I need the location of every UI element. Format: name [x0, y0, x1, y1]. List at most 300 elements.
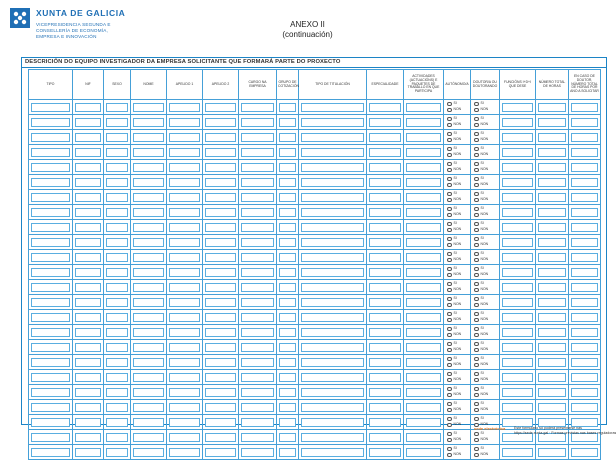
radio-circle-icon[interactable]: [447, 183, 452, 188]
radio-option-no[interactable]: [474, 168, 499, 173]
text-field[interactable]: [502, 238, 533, 247]
text-field[interactable]: [301, 283, 364, 292]
radio-circle-icon[interactable]: [447, 453, 452, 458]
text-field[interactable]: [502, 313, 533, 322]
text-field[interactable]: [106, 403, 128, 412]
radio-circle-icon[interactable]: [447, 237, 452, 242]
text-field[interactable]: [133, 343, 164, 352]
text-field[interactable]: [369, 163, 401, 172]
text-field[interactable]: [369, 223, 401, 232]
text-field[interactable]: [205, 343, 236, 352]
text-field[interactable]: [279, 103, 296, 112]
text-field[interactable]: [31, 448, 70, 457]
text-field[interactable]: [241, 448, 274, 457]
radio-option-yes[interactable]: [447, 342, 470, 347]
text-field[interactable]: [31, 133, 70, 142]
radio-circle-icon[interactable]: [447, 393, 452, 398]
text-field[interactable]: [75, 433, 101, 442]
text-field[interactable]: [538, 268, 566, 277]
text-field[interactable]: [205, 178, 236, 187]
text-field[interactable]: [133, 403, 164, 412]
text-field[interactable]: [31, 268, 70, 277]
text-field[interactable]: [301, 433, 364, 442]
radio-option-no[interactable]: [474, 273, 499, 278]
text-field[interactable]: [205, 388, 236, 397]
radio-circle-icon[interactable]: [447, 267, 452, 272]
radio-circle-icon[interactable]: [474, 168, 479, 173]
text-field[interactable]: [106, 328, 128, 337]
text-field[interactable]: [133, 118, 164, 127]
radio-circle-icon[interactable]: [474, 327, 479, 332]
text-field[interactable]: [538, 133, 566, 142]
radio-option-no[interactable]: [447, 303, 470, 308]
radio-option-yes[interactable]: [447, 102, 470, 107]
radio-option-no[interactable]: [447, 453, 470, 458]
radio-circle-icon[interactable]: [447, 402, 452, 407]
radio-circle-icon[interactable]: [447, 357, 452, 362]
radio-circle-icon[interactable]: [474, 273, 479, 278]
text-field[interactable]: [75, 148, 101, 157]
radio-circle-icon[interactable]: [474, 138, 479, 143]
text-field[interactable]: [133, 238, 164, 247]
text-field[interactable]: [538, 118, 566, 127]
text-field[interactable]: [279, 343, 296, 352]
text-field[interactable]: [31, 208, 70, 217]
text-field[interactable]: [169, 328, 200, 337]
text-field[interactable]: [369, 343, 401, 352]
radio-circle-icon[interactable]: [447, 117, 452, 122]
text-field[interactable]: [205, 298, 236, 307]
text-field[interactable]: [301, 253, 364, 262]
text-field[interactable]: [538, 403, 566, 412]
text-field[interactable]: [279, 418, 296, 427]
text-field[interactable]: [538, 448, 566, 457]
radio-option-no[interactable]: [447, 228, 470, 233]
text-field[interactable]: [406, 358, 441, 367]
text-field[interactable]: [406, 373, 441, 382]
text-field[interactable]: [31, 118, 70, 127]
text-field[interactable]: [241, 223, 274, 232]
radio-option-yes[interactable]: [474, 297, 499, 302]
text-field[interactable]: [205, 448, 236, 457]
text-field[interactable]: [205, 133, 236, 142]
text-field[interactable]: [241, 253, 274, 262]
text-field[interactable]: [169, 103, 200, 112]
radio-circle-icon[interactable]: [447, 243, 452, 248]
radio-option-yes[interactable]: [447, 432, 470, 437]
text-field[interactable]: [241, 208, 274, 217]
radio-option-yes[interactable]: [474, 192, 499, 197]
radio-circle-icon[interactable]: [474, 417, 479, 422]
radio-option-no[interactable]: [474, 183, 499, 188]
text-field[interactable]: [406, 118, 441, 127]
text-field[interactable]: [279, 208, 296, 217]
text-field[interactable]: [169, 208, 200, 217]
text-field[interactable]: [106, 118, 128, 127]
text-field[interactable]: [169, 403, 200, 412]
text-field[interactable]: [31, 238, 70, 247]
text-field[interactable]: [241, 238, 274, 247]
radio-circle-icon[interactable]: [447, 153, 452, 158]
text-field[interactable]: [241, 193, 274, 202]
text-field[interactable]: [205, 253, 236, 262]
radio-circle-icon[interactable]: [447, 177, 452, 182]
text-field[interactable]: [406, 148, 441, 157]
text-field[interactable]: [406, 223, 441, 232]
text-field[interactable]: [133, 373, 164, 382]
radio-circle-icon[interactable]: [474, 387, 479, 392]
text-field[interactable]: [279, 193, 296, 202]
text-field[interactable]: [301, 208, 364, 217]
text-field[interactable]: [241, 418, 274, 427]
text-field[interactable]: [133, 358, 164, 367]
text-field[interactable]: [205, 373, 236, 382]
radio-circle-icon[interactable]: [447, 342, 452, 347]
text-field[interactable]: [571, 268, 598, 277]
radio-circle-icon[interactable]: [447, 222, 452, 227]
text-field[interactable]: [369, 328, 401, 337]
text-field[interactable]: [205, 103, 236, 112]
text-field[interactable]: [301, 328, 364, 337]
radio-option-yes[interactable]: [447, 207, 470, 212]
text-field[interactable]: [75, 193, 101, 202]
text-field[interactable]: [31, 313, 70, 322]
radio-circle-icon[interactable]: [474, 117, 479, 122]
radio-circle-icon[interactable]: [474, 438, 479, 443]
text-field[interactable]: [369, 238, 401, 247]
text-field[interactable]: [241, 118, 274, 127]
text-field[interactable]: [133, 163, 164, 172]
text-field[interactable]: [406, 268, 441, 277]
radio-option-yes[interactable]: [474, 312, 499, 317]
radio-circle-icon[interactable]: [474, 213, 479, 218]
text-field[interactable]: [241, 403, 274, 412]
text-field[interactable]: [75, 328, 101, 337]
radio-circle-icon[interactable]: [474, 297, 479, 302]
text-field[interactable]: [279, 283, 296, 292]
radio-circle-icon[interactable]: [447, 213, 452, 218]
text-field[interactable]: [406, 103, 441, 112]
text-field[interactable]: [502, 253, 533, 262]
text-field[interactable]: [205, 403, 236, 412]
text-field[interactable]: [301, 238, 364, 247]
radio-option-yes[interactable]: [474, 237, 499, 242]
radio-option-no[interactable]: [447, 333, 470, 338]
radio-option-yes[interactable]: [447, 447, 470, 452]
radio-circle-icon[interactable]: [474, 102, 479, 107]
text-field[interactable]: [369, 448, 401, 457]
text-field[interactable]: [169, 313, 200, 322]
radio-option-no[interactable]: [447, 438, 470, 443]
text-field[interactable]: [31, 163, 70, 172]
radio-option-yes[interactable]: [474, 447, 499, 452]
text-field[interactable]: [571, 208, 598, 217]
text-field[interactable]: [406, 343, 441, 352]
text-field[interactable]: [205, 268, 236, 277]
radio-circle-icon[interactable]: [474, 153, 479, 158]
text-field[interactable]: [31, 418, 70, 427]
text-field[interactable]: [106, 253, 128, 262]
text-field[interactable]: [279, 448, 296, 457]
radio-option-yes[interactable]: [474, 417, 499, 422]
radio-option-no[interactable]: [474, 288, 499, 293]
text-field[interactable]: [106, 298, 128, 307]
text-field[interactable]: [241, 433, 274, 442]
radio-option-yes[interactable]: [447, 192, 470, 197]
text-field[interactable]: [169, 133, 200, 142]
text-field[interactable]: [406, 253, 441, 262]
text-field[interactable]: [279, 133, 296, 142]
radio-circle-icon[interactable]: [447, 132, 452, 137]
radio-circle-icon[interactable]: [447, 327, 452, 332]
text-field[interactable]: [106, 343, 128, 352]
text-field[interactable]: [169, 283, 200, 292]
text-field[interactable]: [106, 238, 128, 247]
text-field[interactable]: [571, 253, 598, 262]
radio-circle-icon[interactable]: [474, 288, 479, 293]
text-field[interactable]: [241, 388, 274, 397]
text-field[interactable]: [75, 388, 101, 397]
text-field[interactable]: [75, 133, 101, 142]
text-field[interactable]: [133, 283, 164, 292]
text-field[interactable]: [241, 163, 274, 172]
text-field[interactable]: [538, 388, 566, 397]
text-field[interactable]: [502, 448, 533, 457]
radio-circle-icon[interactable]: [447, 333, 452, 338]
text-field[interactable]: [106, 433, 128, 442]
text-field[interactable]: [205, 118, 236, 127]
text-field[interactable]: [301, 313, 364, 322]
text-field[interactable]: [241, 268, 274, 277]
text-field[interactable]: [369, 433, 401, 442]
text-field[interactable]: [279, 403, 296, 412]
text-field[interactable]: [205, 328, 236, 337]
radio-circle-icon[interactable]: [447, 303, 452, 308]
text-field[interactable]: [75, 298, 101, 307]
text-field[interactable]: [406, 208, 441, 217]
text-field[interactable]: [406, 433, 441, 442]
radio-circle-icon[interactable]: [474, 402, 479, 407]
text-field[interactable]: [75, 403, 101, 412]
text-field[interactable]: [502, 118, 533, 127]
radio-circle-icon[interactable]: [447, 108, 452, 113]
text-field[interactable]: [205, 163, 236, 172]
radio-circle-icon[interactable]: [447, 198, 452, 203]
radio-option-yes[interactable]: [447, 282, 470, 287]
text-field[interactable]: [106, 193, 128, 202]
radio-circle-icon[interactable]: [447, 252, 452, 257]
text-field[interactable]: [205, 238, 236, 247]
text-field[interactable]: [301, 343, 364, 352]
text-field[interactable]: [571, 388, 598, 397]
text-field[interactable]: [279, 433, 296, 442]
text-field[interactable]: [205, 148, 236, 157]
radio-option-no[interactable]: [447, 153, 470, 158]
text-field[interactable]: [133, 148, 164, 157]
text-field[interactable]: [406, 283, 441, 292]
radio-option-yes[interactable]: [447, 222, 470, 227]
text-field[interactable]: [369, 208, 401, 217]
radio-option-no[interactable]: [474, 363, 499, 368]
radio-option-no[interactable]: [447, 213, 470, 218]
text-field[interactable]: [31, 283, 70, 292]
text-field[interactable]: [241, 343, 274, 352]
text-field[interactable]: [502, 403, 533, 412]
text-field[interactable]: [279, 163, 296, 172]
text-field[interactable]: [169, 268, 200, 277]
text-field[interactable]: [133, 313, 164, 322]
text-field[interactable]: [406, 448, 441, 457]
radio-circle-icon[interactable]: [447, 288, 452, 293]
text-field[interactable]: [502, 193, 533, 202]
radio-circle-icon[interactable]: [474, 372, 479, 377]
text-field[interactable]: [301, 133, 364, 142]
text-field[interactable]: [169, 433, 200, 442]
text-field[interactable]: [75, 313, 101, 322]
text-field[interactable]: [279, 118, 296, 127]
radio-circle-icon[interactable]: [447, 207, 452, 212]
text-field[interactable]: [106, 313, 128, 322]
text-field[interactable]: [571, 328, 598, 337]
text-field[interactable]: [75, 208, 101, 217]
radio-option-no[interactable]: [474, 198, 499, 203]
radio-circle-icon[interactable]: [447, 447, 452, 452]
text-field[interactable]: [106, 448, 128, 457]
radio-circle-icon[interactable]: [447, 387, 452, 392]
text-field[interactable]: [301, 268, 364, 277]
text-field[interactable]: [205, 358, 236, 367]
radio-option-yes[interactable]: [474, 162, 499, 167]
text-field[interactable]: [406, 163, 441, 172]
radio-circle-icon[interactable]: [474, 207, 479, 212]
text-field[interactable]: [571, 133, 598, 142]
text-field[interactable]: [406, 403, 441, 412]
text-field[interactable]: [301, 448, 364, 457]
text-field[interactable]: [75, 103, 101, 112]
text-field[interactable]: [205, 208, 236, 217]
text-field[interactable]: [301, 163, 364, 172]
text-field[interactable]: [502, 343, 533, 352]
radio-option-yes[interactable]: [474, 267, 499, 272]
text-field[interactable]: [31, 373, 70, 382]
text-field[interactable]: [301, 193, 364, 202]
radio-circle-icon[interactable]: [474, 312, 479, 317]
radio-option-no[interactable]: [474, 348, 499, 353]
text-field[interactable]: [106, 163, 128, 172]
radio-circle-icon[interactable]: [447, 312, 452, 317]
radio-circle-icon[interactable]: [447, 438, 452, 443]
radio-circle-icon[interactable]: [474, 132, 479, 137]
text-field[interactable]: [538, 238, 566, 247]
text-field[interactable]: [106, 283, 128, 292]
radio-circle-icon[interactable]: [474, 198, 479, 203]
radio-option-no[interactable]: [474, 333, 499, 338]
text-field[interactable]: [571, 238, 598, 247]
text-field[interactable]: [31, 253, 70, 262]
radio-circle-icon[interactable]: [447, 168, 452, 173]
radio-circle-icon[interactable]: [474, 282, 479, 287]
text-field[interactable]: [133, 418, 164, 427]
radio-option-yes[interactable]: [474, 402, 499, 407]
text-field[interactable]: [205, 193, 236, 202]
text-field[interactable]: [538, 298, 566, 307]
text-field[interactable]: [169, 178, 200, 187]
text-field[interactable]: [406, 178, 441, 187]
text-field[interactable]: [571, 298, 598, 307]
text-field[interactable]: [106, 358, 128, 367]
radio-circle-icon[interactable]: [474, 357, 479, 362]
radio-option-yes[interactable]: [474, 117, 499, 122]
text-field[interactable]: [369, 388, 401, 397]
radio-circle-icon[interactable]: [447, 282, 452, 287]
text-field[interactable]: [301, 148, 364, 157]
text-field[interactable]: [106, 388, 128, 397]
text-field[interactable]: [31, 223, 70, 232]
text-field[interactable]: [133, 103, 164, 112]
radio-option-yes[interactable]: [447, 297, 470, 302]
radio-option-no[interactable]: [474, 123, 499, 128]
text-field[interactable]: [31, 178, 70, 187]
text-field[interactable]: [31, 433, 70, 442]
radio-circle-icon[interactable]: [474, 183, 479, 188]
text-field[interactable]: [301, 223, 364, 232]
text-field[interactable]: [133, 133, 164, 142]
text-field[interactable]: [502, 148, 533, 157]
text-field[interactable]: [538, 103, 566, 112]
text-field[interactable]: [301, 298, 364, 307]
text-field[interactable]: [369, 418, 401, 427]
text-field[interactable]: [301, 418, 364, 427]
radio-option-no[interactable]: [474, 438, 499, 443]
text-field[interactable]: [169, 358, 200, 367]
text-field[interactable]: [169, 388, 200, 397]
text-field[interactable]: [502, 373, 533, 382]
radio-option-no[interactable]: [447, 408, 470, 413]
radio-circle-icon[interactable]: [474, 318, 479, 323]
text-field[interactable]: [205, 433, 236, 442]
text-field[interactable]: [75, 253, 101, 262]
radio-option-no[interactable]: [447, 123, 470, 128]
text-field[interactable]: [502, 163, 533, 172]
radio-circle-icon[interactable]: [447, 432, 452, 437]
text-field[interactable]: [538, 223, 566, 232]
text-field[interactable]: [75, 418, 101, 427]
text-field[interactable]: [571, 373, 598, 382]
text-field[interactable]: [502, 223, 533, 232]
radio-circle-icon[interactable]: [447, 138, 452, 143]
text-field[interactable]: [133, 328, 164, 337]
text-field[interactable]: [106, 223, 128, 232]
radio-option-no[interactable]: [447, 108, 470, 113]
text-field[interactable]: [205, 313, 236, 322]
text-field[interactable]: [133, 193, 164, 202]
text-field[interactable]: [133, 253, 164, 262]
radio-option-yes[interactable]: [447, 312, 470, 317]
text-field[interactable]: [205, 283, 236, 292]
radio-circle-icon[interactable]: [474, 267, 479, 272]
text-field[interactable]: [301, 373, 364, 382]
text-field[interactable]: [169, 223, 200, 232]
text-field[interactable]: [133, 208, 164, 217]
radio-option-no[interactable]: [447, 198, 470, 203]
radio-option-no[interactable]: [447, 423, 470, 428]
radio-option-yes[interactable]: [447, 237, 470, 242]
text-field[interactable]: [571, 178, 598, 187]
text-field[interactable]: [31, 103, 70, 112]
text-field[interactable]: [169, 343, 200, 352]
radio-option-yes[interactable]: [474, 102, 499, 107]
text-field[interactable]: [75, 223, 101, 232]
